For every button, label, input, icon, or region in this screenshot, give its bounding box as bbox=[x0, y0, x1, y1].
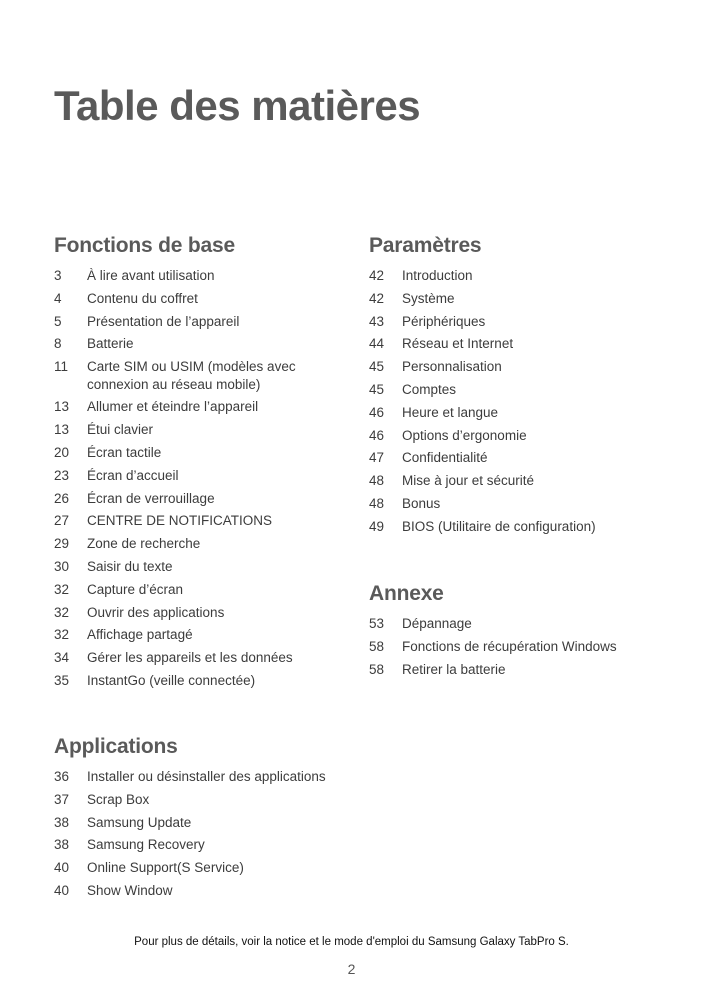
toc-entry[interactable] bbox=[369, 404, 669, 422]
toc-page-number: 45 bbox=[369, 381, 385, 397]
toc-entry-label: Étui clavier bbox=[87, 422, 154, 438]
toc-entry-label: Dépannage bbox=[402, 616, 472, 631]
toc-entry[interactable] bbox=[54, 398, 344, 416]
toc-entry-label: Bonus bbox=[402, 495, 441, 511]
toc-entry[interactable] bbox=[54, 768, 344, 786]
toc-entry[interactable] bbox=[369, 267, 669, 285]
toc-page-number: 5 bbox=[54, 313, 62, 329]
toc-page-number: 46 bbox=[369, 404, 385, 420]
toc-entry[interactable] bbox=[54, 558, 344, 576]
page-title: Table des matières bbox=[54, 82, 421, 129]
toc-entry[interactable] bbox=[54, 672, 344, 690]
toc-entry-label: Mise à jour et sécurité bbox=[402, 473, 535, 489]
toc-entry-label: Capture d’écran bbox=[87, 581, 184, 597]
toc-page-number: 45 bbox=[369, 359, 385, 375]
toc-entry[interactable] bbox=[54, 290, 344, 308]
toc-entry[interactable] bbox=[369, 661, 669, 679]
toc-entry[interactable] bbox=[369, 335, 669, 353]
toc-entry[interactable] bbox=[369, 358, 669, 376]
toc-page-number: 13 bbox=[54, 422, 70, 438]
toc-page-number: 53 bbox=[369, 616, 385, 631]
toc-page-number: 37 bbox=[54, 791, 70, 807]
section-title: Annexe bbox=[369, 582, 444, 605]
toc-entry[interactable] bbox=[54, 313, 344, 331]
toc-entry-label: Samsung Update bbox=[87, 814, 192, 830]
toc-entry[interactable] bbox=[54, 604, 344, 622]
toc-entry-label: Contenu du coffret bbox=[87, 290, 198, 306]
toc-page-number: 38 bbox=[54, 837, 70, 853]
toc-entry[interactable] bbox=[369, 472, 669, 490]
toc-entry-label: Présentation de l’appareil bbox=[87, 313, 240, 329]
toc-entry[interactable] bbox=[54, 267, 344, 285]
toc-entry-label: Système bbox=[402, 290, 455, 306]
toc-entry-label: Scrap Box bbox=[87, 791, 150, 807]
toc-section-parametres bbox=[369, 234, 669, 541]
toc-page-number: 48 bbox=[369, 495, 385, 511]
toc-page-number: 40 bbox=[54, 860, 70, 876]
toc-entry[interactable] bbox=[54, 859, 344, 877]
toc-entry[interactable] bbox=[54, 649, 344, 667]
toc-entry-label: Écran d’accueil bbox=[87, 467, 179, 483]
section-title: Applications bbox=[54, 735, 178, 758]
toc-list bbox=[369, 615, 669, 678]
toc-entry-label: Écran de verrouillage bbox=[87, 490, 215, 506]
toc-section-applications bbox=[54, 735, 344, 905]
toc-entry[interactable] bbox=[54, 882, 344, 900]
toc-page-number: 42 bbox=[369, 268, 385, 283]
toc-entry[interactable] bbox=[369, 290, 669, 308]
toc-entry-label: Allumer et éteindre l’appareil bbox=[87, 399, 259, 415]
toc-entry[interactable] bbox=[54, 490, 344, 508]
toc-section-annexe bbox=[369, 582, 669, 683]
toc-entry[interactable] bbox=[54, 444, 344, 462]
toc-entry-label: Heure et langue bbox=[402, 404, 499, 420]
toc-entry-label: Batterie bbox=[87, 336, 134, 352]
toc-page-number: 13 bbox=[54, 399, 70, 415]
toc-entry[interactable] bbox=[54, 791, 344, 809]
toc-entry-label: Show Window bbox=[87, 882, 173, 898]
toc-entry-label: Réseau et Internet bbox=[402, 336, 514, 352]
footer-note: Pour plus de détails, voir la notice et le mode d'emploi du Samsung Galaxy TabPro S. bbox=[134, 936, 569, 948]
toc-page-number: 23 bbox=[54, 467, 70, 483]
toc-entry[interactable] bbox=[54, 814, 344, 832]
toc-entry-label: Affichage partagé bbox=[87, 627, 193, 643]
toc-entry-label: Introduction bbox=[402, 268, 473, 283]
toc-entry-label: Options d’ergonomie bbox=[402, 427, 527, 443]
toc-entry[interactable] bbox=[54, 581, 344, 599]
toc-entry-label: Zone de recherche bbox=[87, 536, 201, 552]
toc-page-number: 4 bbox=[54, 290, 62, 306]
toc-entry[interactable] bbox=[54, 335, 344, 353]
toc-page-number: 47 bbox=[369, 450, 385, 466]
toc-page-number: 27 bbox=[54, 513, 70, 529]
toc-page-number: 46 bbox=[369, 427, 385, 443]
toc-entry[interactable] bbox=[369, 615, 669, 633]
toc-page-number: 3 bbox=[54, 268, 62, 283]
toc-entry[interactable] bbox=[369, 518, 669, 536]
toc-entry-label: Carte SIM ou USIM (modèles avec connexion au réseau mobile) bbox=[87, 359, 296, 392]
toc-page-number: 32 bbox=[54, 604, 70, 620]
toc-page-number: 48 bbox=[369, 473, 385, 489]
toc-page-number: 38 bbox=[54, 814, 70, 830]
toc-page-number: 32 bbox=[54, 581, 70, 597]
toc-entry-label: BIOS (Utilitaire de configuration) bbox=[402, 518, 596, 534]
toc-entry[interactable] bbox=[369, 638, 669, 656]
toc-entry[interactable] bbox=[54, 421, 344, 439]
toc-page-number: 30 bbox=[54, 559, 70, 575]
toc-entry-label: Installer ou désinstaller des applications bbox=[87, 769, 326, 784]
toc-entry[interactable] bbox=[54, 836, 344, 854]
toc-list bbox=[369, 267, 669, 535]
toc-entry-label: Écran tactile bbox=[87, 445, 162, 461]
toc-page-number: 11 bbox=[54, 359, 69, 375]
toc-entry[interactable] bbox=[369, 495, 669, 513]
toc-entry[interactable] bbox=[54, 467, 344, 485]
toc-entry-label: CENTRE DE NOTIFICATIONS bbox=[87, 513, 273, 529]
toc-page-number: 58 bbox=[369, 638, 385, 654]
toc-page-number: 42 bbox=[369, 290, 385, 306]
toc-entry-label: Fonctions de récupération Windows bbox=[402, 638, 617, 654]
toc-entry-label: Ouvrir des applications bbox=[87, 604, 225, 620]
toc-entry-label: Online Support(S Service) bbox=[87, 860, 244, 876]
toc-entry[interactable] bbox=[369, 449, 669, 467]
toc-page-number: 8 bbox=[54, 336, 62, 352]
toc-entry-label: À lire avant utilisation bbox=[87, 268, 215, 283]
toc-entry-label: Retirer la batterie bbox=[402, 661, 506, 677]
toc-entry-label: Confidentialité bbox=[402, 450, 488, 466]
section-title: Fonctions de base bbox=[54, 234, 235, 257]
toc-page-number: 34 bbox=[54, 650, 70, 666]
toc-list bbox=[54, 768, 344, 899]
toc-page-number: 20 bbox=[54, 445, 70, 461]
toc-entry[interactable] bbox=[54, 358, 344, 393]
toc-entry[interactable] bbox=[54, 512, 344, 530]
toc-page-number: 32 bbox=[54, 627, 70, 643]
toc-section-fonctions-de-base bbox=[54, 234, 344, 695]
toc-page-number: 43 bbox=[369, 313, 385, 329]
toc-entry-label: InstantGo (veille connectée) bbox=[87, 673, 256, 689]
toc-page-number: 44 bbox=[369, 336, 385, 352]
toc-entry[interactable] bbox=[54, 535, 344, 553]
toc-page-number: 58 bbox=[369, 661, 385, 677]
toc-entry[interactable] bbox=[369, 427, 669, 445]
toc-entry-label: Saisir du texte bbox=[87, 559, 173, 575]
toc-entry-label: Personnalisation bbox=[402, 359, 502, 375]
section-title: Paramètres bbox=[369, 234, 482, 257]
toc-page-number: 36 bbox=[54, 769, 70, 784]
toc-entry[interactable] bbox=[369, 313, 669, 331]
toc-page-number: 26 bbox=[54, 490, 70, 506]
toc-entry-label: Samsung Recovery bbox=[87, 837, 205, 853]
toc-entry-label: Comptes bbox=[402, 381, 457, 397]
toc-list bbox=[54, 267, 344, 690]
toc-page-number: 49 bbox=[369, 518, 385, 534]
toc-page-number: 35 bbox=[54, 673, 70, 689]
toc-page-number: 40 bbox=[54, 882, 70, 898]
toc-entry-label: Périphériques bbox=[402, 313, 486, 329]
toc-page-number: 29 bbox=[54, 536, 70, 552]
toc-entry[interactable] bbox=[369, 381, 669, 399]
page-number: 2 bbox=[347, 961, 356, 977]
toc-entry-label: Gérer les appareils et les données bbox=[87, 650, 293, 666]
toc-entry[interactable] bbox=[54, 626, 344, 644]
